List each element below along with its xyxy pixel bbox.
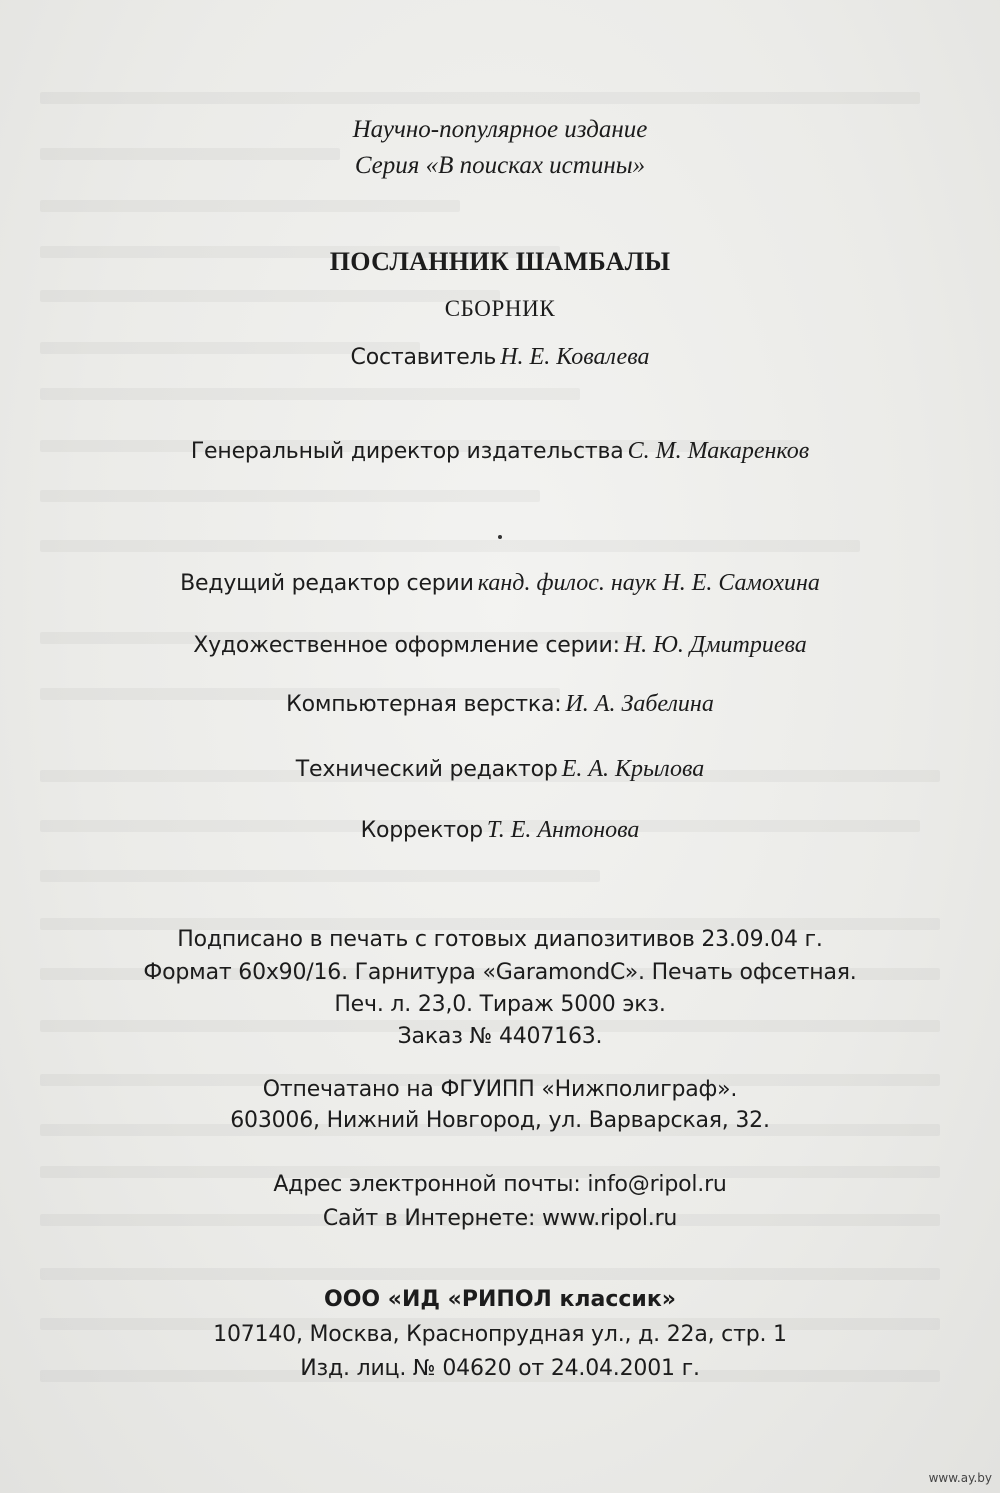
printer-address-line: 603006, Нижний Новгород, ул. Варварская, 32.	[230, 1108, 770, 1133]
printer-name-line: Отпечатано на ФГУИПП «Нижполиграф».	[262, 1077, 738, 1102]
layout-name: И. А. Забелина	[565, 691, 714, 717]
publisher-address: 107140, Москва, Краснопрудная ул., д. 22а, стр. 1	[213, 1322, 787, 1347]
print-signed-line: Подписано в печать с готовых диапозитивов 23.09.04 г.	[177, 927, 823, 952]
site-watermark: www.ay.by	[928, 1471, 992, 1485]
edition-type: Научно-популярное издание	[352, 116, 648, 143]
series-name: Серия «В поисках истины»	[354, 152, 646, 179]
proofreader-line	[0, 817, 1000, 844]
website-line: Сайт в Интернете: www.ripol.ru	[322, 1206, 678, 1231]
compiler-label: Составитель	[350, 345, 497, 370]
art-design-name: Н. Ю. Дмитриева	[623, 632, 807, 658]
tech-editor-name: Е. А. Крылова	[561, 756, 705, 782]
director-name: С. М. Макаренков	[627, 438, 810, 464]
compiler-line	[0, 344, 1000, 371]
book-subtitle: СБОРНИК	[444, 296, 556, 321]
proofreader-label: Корректор	[360, 818, 483, 843]
layout-label: Компьютерная верстка:	[286, 692, 562, 717]
tech-editor-label: Технический редактор	[295, 757, 558, 782]
page-mark-dot	[498, 535, 502, 539]
print-format-line: Формат 60х90/16. Гарнитура «GaramondC». Печать офсетная.	[143, 960, 857, 985]
publisher-license: Изд. лиц. № 04620 от 24.04.2001 г.	[300, 1356, 700, 1381]
art-design-line	[0, 632, 1000, 659]
publisher-name: ООО «ИД «РИПОЛ классик»	[324, 1287, 676, 1312]
lead-editor-name: канд. филос. наук Н. Е. Самохина	[477, 570, 820, 596]
lead-editor-label: Ведущий редактор серии	[180, 571, 474, 596]
proofreader-name: Т. Е. Антонова	[486, 817, 640, 843]
order-number-line: Заказ № 4407163.	[397, 1024, 603, 1049]
director-line	[0, 438, 1000, 465]
book-title: ПОСЛАННИК ШАМБАЛЫ	[329, 247, 671, 276]
layout-line	[0, 691, 1000, 718]
tech-editor-line	[0, 756, 1000, 783]
lead-editor-line	[0, 570, 1000, 597]
email-line: Адрес электронной почты: info@ripol.ru	[273, 1172, 727, 1197]
print-run-line: Печ. л. 23,0. Тираж 5000 экз.	[334, 992, 666, 1017]
director-label: Генеральный директор издательства	[190, 439, 624, 464]
art-design-label: Художественное оформление серии:	[193, 633, 620, 658]
compiler-name: Н. Е. Ковалева	[500, 344, 650, 370]
